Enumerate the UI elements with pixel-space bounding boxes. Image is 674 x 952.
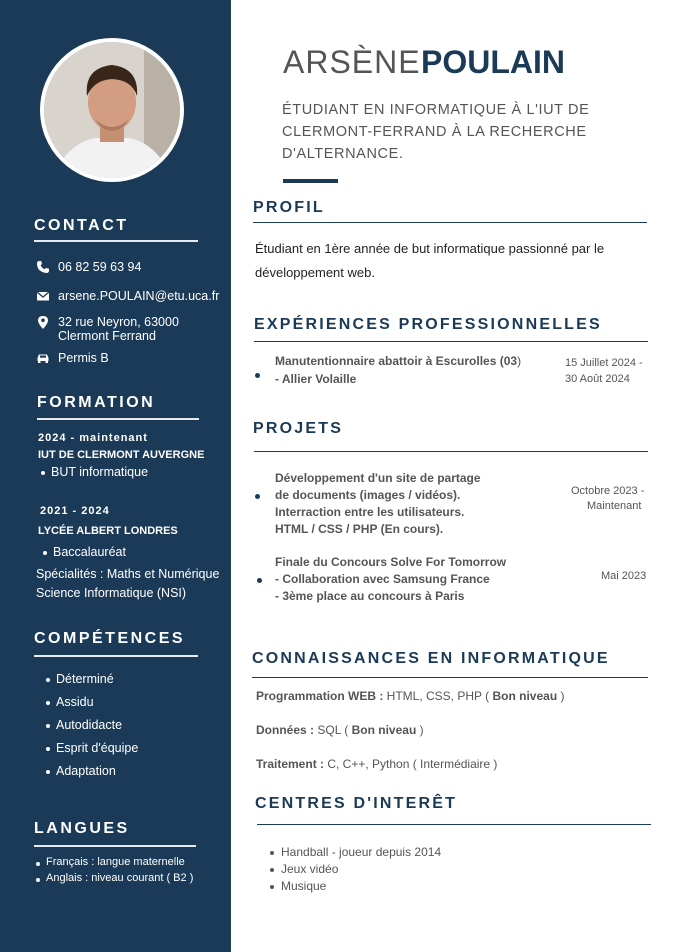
data-end: ) [416, 723, 424, 737]
data-label: Données : [256, 723, 315, 737]
competences-divider [34, 655, 198, 657]
experience-date-line-1: 15 Juillet 2024 - [565, 357, 643, 369]
profil-divider [253, 222, 647, 223]
interet-text: Jeux vidéo [281, 862, 339, 876]
license-text: Permis B [58, 351, 109, 365]
experience-title-text: Manutentionnaire abattoir à Escurolles (03 [275, 354, 518, 368]
last-name: POULAIN [421, 44, 565, 80]
projet-1-line-3: Interraction entre les utilisateurs. [275, 505, 465, 519]
interets-heading: CENTRES D'INTERÊT [255, 795, 458, 812]
formation-2-spec-line-2: Science Informatique (NSI) [36, 586, 187, 600]
formation-heading: FORMATION [37, 394, 156, 411]
projet-1-line-1: Développement d'un site de partage [275, 471, 481, 485]
competence-item: Assidu [56, 695, 94, 709]
langues-heading: LANGUES [34, 820, 130, 837]
data-value: SQL ( [314, 723, 352, 737]
projet-2-bullet [257, 578, 262, 583]
projet-1-bullet [255, 494, 260, 499]
competence-item: Autodidacte [56, 718, 123, 732]
competences-heading: COMPÉTENCES [34, 630, 186, 647]
header-accent-bar [283, 179, 338, 183]
interet-item [281, 879, 326, 893]
interet-text: Musique [281, 879, 327, 893]
phone-icon [36, 260, 50, 274]
traitement-label: Traitement : [256, 757, 325, 771]
subtitle-line-2: CLERMONT-FERRAND À LA RECHERCHE [282, 124, 587, 140]
formation-2-item: Baccalauréat [53, 545, 126, 559]
projet-1-line-4: HTML / CSS / PHP (En cours). [275, 522, 444, 536]
address-text [58, 315, 179, 343]
address-line-2: Clermont Ferrand [58, 329, 156, 343]
location-pin-icon [36, 315, 50, 329]
formation-divider [37, 418, 199, 420]
traitement-value: C, C++, Python ( Intermédiaire ) [324, 757, 498, 771]
profile-photo [40, 38, 184, 182]
subtitle-line-3: D'ALTERNANCE. [282, 146, 404, 162]
web-value: HTML, CSS, PHP ( [383, 689, 493, 703]
subtitle-line-1: ÉTUDIANT EN INFORMATIQUE À L'IUT DE [282, 102, 590, 118]
connaissances-divider [252, 677, 648, 678]
formation-2-dates: 2021 - 2024 [40, 505, 110, 517]
projets-heading: PROJETS [253, 420, 344, 437]
contact-license [36, 351, 109, 365]
projet-1-line-2: de documents (images / vidéos). [275, 488, 461, 502]
first-name: ARSÈNE [283, 44, 421, 80]
langues-divider [34, 845, 196, 847]
phone-text[interactable]: 06 82 59 63 94 [58, 260, 142, 274]
experience-title-line-2: - Allier Volaille [275, 372, 357, 386]
formation-1-dates: 2024 - maintenant [38, 432, 148, 444]
projet-2-line-2: - Collaboration avec Samsung France [275, 572, 490, 586]
interet-text: Handball - joueur depuis 2014 [281, 845, 442, 859]
email-link[interactable]: arsene.POULAIN@etu.uca.fr [58, 289, 220, 303]
web-end: ) [557, 689, 565, 703]
contact-address [36, 315, 179, 343]
connaissance-traitement [256, 757, 497, 771]
competence-item: Déterminé [56, 672, 114, 686]
car-icon [36, 351, 50, 365]
connaissance-web [256, 689, 565, 703]
interets-divider [257, 824, 651, 825]
formation-2-spec-line-1: Spécialités : Maths et Numérique [36, 567, 220, 581]
interet-item [281, 845, 441, 859]
experience-date-line-2: 30 Août 2024 [565, 373, 630, 385]
projets-divider [254, 451, 648, 452]
contact-email [36, 289, 219, 303]
experience-title-end: ) [517, 354, 522, 368]
projet-1-date-line-2: Maintenant [587, 500, 642, 512]
connaissances-heading: CONNAISSANCES EN INFORMATIQUE [252, 650, 610, 667]
profil-line-2: développement web. [255, 265, 375, 280]
web-level: Bon niveau [492, 689, 558, 703]
contact-phone [36, 260, 141, 274]
formation-1-school: IUT DE CLERMONT AUVERGNE [38, 449, 205, 461]
projet-2-date: Mai 2023 [601, 570, 647, 582]
address-line-1: 32 rue Neyron, 63000 [58, 315, 179, 329]
mail-icon [36, 289, 50, 303]
contact-divider [34, 240, 198, 242]
profil-heading: PROFIL [253, 199, 325, 216]
langue-item: Français : langue maternelle [46, 856, 185, 868]
contact-heading: CONTACT [34, 217, 129, 234]
langue-item: Anglais : niveau courant ( B2 ) [46, 872, 194, 884]
web-label: Programmation WEB : [256, 689, 384, 703]
experiences-divider [254, 341, 648, 342]
competence-item: Adaptation [56, 764, 116, 778]
projet-2-line-1: Finale du Concours Solve For Tomorrow [275, 555, 507, 569]
projet-1-date-line-1: Octobre 2023 - [571, 485, 645, 497]
experiences-heading: EXPÉRIENCES PROFESSIONNELLES [254, 316, 602, 333]
sidebar [0, 0, 231, 952]
profil-line-1: Étudiant en 1ère année de but informatique passionné par le [255, 241, 605, 256]
experience-title-line-1 [275, 354, 521, 368]
projet-2-line-3: - 3ème place au concours à Paris [275, 589, 465, 603]
interet-item [281, 862, 338, 876]
connaissance-donnees [256, 723, 424, 737]
experience-bullet [255, 373, 260, 378]
formation-2-school: LYCÉE ALBERT LONDRES [38, 525, 178, 537]
data-level: Bon niveau [351, 723, 417, 737]
formation-1-item: BUT informatique [51, 465, 149, 479]
competence-item: Esprit d'équipe [56, 741, 139, 755]
